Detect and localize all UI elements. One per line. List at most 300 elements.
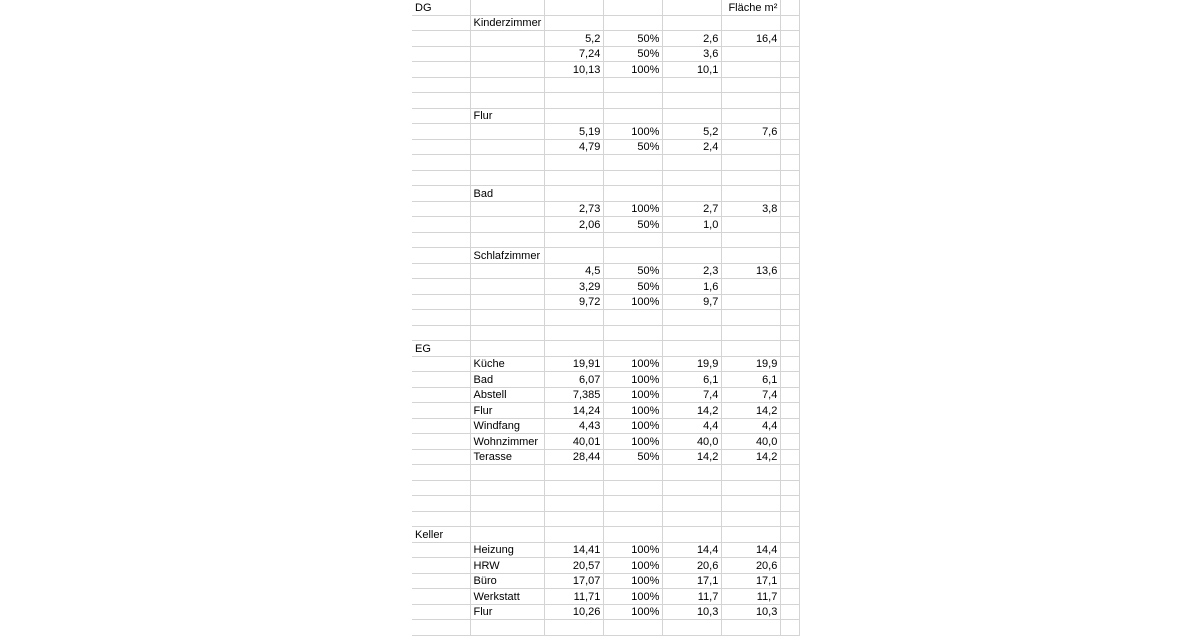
cell-empty[interactable] [545, 15, 604, 31]
cell-empty[interactable] [412, 294, 470, 310]
cell-value[interactable]: 7,24 [545, 46, 604, 62]
cell-empty[interactable] [663, 155, 722, 171]
cell-empty[interactable] [781, 248, 800, 264]
cell-empty[interactable] [604, 527, 663, 543]
cell-value[interactable]: 10,3 [722, 604, 781, 620]
spreadsheet-area[interactable] [412, 0, 800, 636]
cell-empty[interactable] [722, 248, 781, 264]
cell-empty[interactable] [781, 0, 800, 15]
cell-empty[interactable] [604, 480, 663, 496]
cell-empty[interactable] [412, 279, 470, 295]
cell-empty[interactable] [781, 387, 800, 403]
cell-value[interactable]: 10,3 [663, 604, 722, 620]
cell-value[interactable]: 4,4 [722, 418, 781, 434]
cell-empty[interactable] [412, 496, 470, 512]
table-row[interactable] [412, 186, 800, 202]
cell-value[interactable]: Flur [470, 604, 545, 620]
cell-value[interactable]: Fläche m² [722, 0, 781, 15]
cell-value[interactable]: 9,7 [663, 294, 722, 310]
table-row[interactable] [412, 387, 800, 403]
cell-empty[interactable] [781, 542, 800, 558]
cell-empty[interactable] [722, 77, 781, 93]
table-row[interactable] [412, 434, 800, 450]
cell-empty[interactable] [663, 248, 722, 264]
cell-empty[interactable] [722, 108, 781, 124]
cell-empty[interactable] [781, 403, 800, 419]
cell-value[interactable]: 3,29 [545, 279, 604, 295]
cell-empty[interactable] [545, 93, 604, 109]
table-row[interactable] [412, 573, 800, 589]
cell-value[interactable]: 1,0 [663, 217, 722, 233]
table-row[interactable] [412, 124, 800, 140]
cell-value[interactable]: 100% [604, 434, 663, 450]
cell-empty[interactable] [470, 480, 545, 496]
cell-empty[interactable] [545, 341, 604, 357]
spreadsheet-grid[interactable] [412, 0, 800, 636]
cell-empty[interactable] [470, 294, 545, 310]
cell-value[interactable]: 14,41 [545, 542, 604, 558]
cell-empty[interactable] [722, 310, 781, 326]
cell-value[interactable]: 20,6 [663, 558, 722, 574]
table-row[interactable] [412, 263, 800, 279]
cell-empty[interactable] [722, 620, 781, 636]
table-row[interactable] [412, 403, 800, 419]
cell-empty[interactable] [470, 620, 545, 636]
cell-empty[interactable] [412, 93, 470, 109]
cell-empty[interactable] [663, 480, 722, 496]
cell-value[interactable]: 14,2 [722, 449, 781, 465]
cell-value[interactable]: Abstell [470, 387, 545, 403]
cell-empty[interactable] [781, 15, 800, 31]
cell-empty[interactable] [604, 310, 663, 326]
cell-empty[interactable] [470, 310, 545, 326]
cell-empty[interactable] [722, 217, 781, 233]
cell-empty[interactable] [604, 170, 663, 186]
cell-empty[interactable] [412, 604, 470, 620]
cell-empty[interactable] [604, 155, 663, 171]
cell-empty[interactable] [412, 310, 470, 326]
cell-empty[interactable] [781, 77, 800, 93]
spreadsheet-body[interactable] [412, 0, 800, 635]
cell-empty[interactable] [412, 434, 470, 450]
cell-empty[interactable] [722, 139, 781, 155]
table-row[interactable] [412, 0, 800, 15]
cell-value[interactable]: 17,1 [663, 573, 722, 589]
cell-value[interactable]: Büro [470, 573, 545, 589]
cell-value[interactable]: Bad [470, 186, 545, 202]
cell-empty[interactable] [412, 465, 470, 481]
cell-empty[interactable] [470, 232, 545, 248]
cell-empty[interactable] [663, 0, 722, 15]
cell-value[interactable]: 6,1 [663, 372, 722, 388]
cell-empty[interactable] [412, 387, 470, 403]
cell-value[interactable]: HRW [470, 558, 545, 574]
cell-empty[interactable] [663, 310, 722, 326]
cell-empty[interactable] [412, 201, 470, 217]
cell-value[interactable]: 11,7 [722, 589, 781, 605]
cell-empty[interactable] [412, 403, 470, 419]
cell-empty[interactable] [604, 93, 663, 109]
cell-empty[interactable] [781, 170, 800, 186]
table-row[interactable] [412, 31, 800, 47]
table-row[interactable] [412, 248, 800, 264]
cell-empty[interactable] [412, 511, 470, 527]
table-row[interactable] [412, 325, 800, 341]
cell-value[interactable]: 40,0 [722, 434, 781, 450]
cell-empty[interactable] [781, 480, 800, 496]
cell-value[interactable]: 7,385 [545, 387, 604, 403]
cell-value[interactable]: 3,8 [722, 201, 781, 217]
table-row[interactable] [412, 589, 800, 605]
cell-empty[interactable] [470, 341, 545, 357]
cell-empty[interactable] [470, 511, 545, 527]
cell-empty[interactable] [412, 124, 470, 140]
cell-empty[interactable] [470, 263, 545, 279]
cell-value[interactable]: DG [412, 0, 470, 15]
cell-empty[interactable] [781, 527, 800, 543]
cell-value[interactable]: 100% [604, 294, 663, 310]
cell-empty[interactable] [412, 573, 470, 589]
cell-empty[interactable] [781, 124, 800, 140]
cell-empty[interactable] [722, 341, 781, 357]
cell-empty[interactable] [781, 186, 800, 202]
cell-empty[interactable] [663, 465, 722, 481]
cell-value[interactable]: 28,44 [545, 449, 604, 465]
cell-value[interactable]: 4,43 [545, 418, 604, 434]
table-row[interactable] [412, 511, 800, 527]
cell-empty[interactable] [781, 573, 800, 589]
cell-empty[interactable] [781, 93, 800, 109]
cell-empty[interactable] [412, 62, 470, 78]
cell-empty[interactable] [470, 93, 545, 109]
cell-empty[interactable] [722, 325, 781, 341]
cell-value[interactable]: 10,1 [663, 62, 722, 78]
cell-value[interactable]: 2,06 [545, 217, 604, 233]
cell-empty[interactable] [722, 279, 781, 295]
cell-empty[interactable] [412, 263, 470, 279]
cell-empty[interactable] [545, 155, 604, 171]
cell-value[interactable]: 14,2 [663, 403, 722, 419]
table-row[interactable] [412, 465, 800, 481]
cell-value[interactable]: 50% [604, 263, 663, 279]
cell-value[interactable]: 5,2 [545, 31, 604, 47]
cell-empty[interactable] [412, 558, 470, 574]
table-row[interactable] [412, 170, 800, 186]
cell-value[interactable]: 100% [604, 573, 663, 589]
cell-value[interactable]: 100% [604, 62, 663, 78]
cell-empty[interactable] [663, 77, 722, 93]
cell-empty[interactable] [545, 480, 604, 496]
cell-value[interactable]: 4,79 [545, 139, 604, 155]
cell-empty[interactable] [470, 155, 545, 171]
cell-value[interactable]: 14,2 [722, 403, 781, 419]
cell-empty[interactable] [412, 589, 470, 605]
cell-empty[interactable] [412, 46, 470, 62]
cell-value[interactable]: 2,3 [663, 263, 722, 279]
cell-empty[interactable] [604, 186, 663, 202]
cell-empty[interactable] [604, 620, 663, 636]
cell-empty[interactable] [545, 325, 604, 341]
table-row[interactable] [412, 93, 800, 109]
cell-empty[interactable] [545, 465, 604, 481]
cell-empty[interactable] [412, 15, 470, 31]
cell-empty[interactable] [663, 15, 722, 31]
cell-empty[interactable] [604, 248, 663, 264]
cell-value[interactable]: 19,91 [545, 356, 604, 372]
cell-empty[interactable] [722, 511, 781, 527]
cell-empty[interactable] [722, 170, 781, 186]
table-row[interactable] [412, 310, 800, 326]
cell-value[interactable]: 3,6 [663, 46, 722, 62]
cell-empty[interactable] [412, 77, 470, 93]
cell-empty[interactable] [781, 279, 800, 295]
cell-value[interactable]: 5,2 [663, 124, 722, 140]
cell-empty[interactable] [663, 511, 722, 527]
cell-value[interactable]: 19,9 [663, 356, 722, 372]
cell-value[interactable]: 50% [604, 217, 663, 233]
cell-empty[interactable] [412, 449, 470, 465]
cell-empty[interactable] [781, 434, 800, 450]
cell-empty[interactable] [412, 248, 470, 264]
cell-value[interactable]: 40,01 [545, 434, 604, 450]
cell-value[interactable]: 100% [604, 403, 663, 419]
table-row[interactable] [412, 341, 800, 357]
cell-empty[interactable] [781, 511, 800, 527]
cell-value[interactable]: Bad [470, 372, 545, 388]
cell-empty[interactable] [663, 620, 722, 636]
cell-value[interactable]: 17,1 [722, 573, 781, 589]
cell-empty[interactable] [663, 186, 722, 202]
cell-empty[interactable] [781, 263, 800, 279]
cell-empty[interactable] [781, 310, 800, 326]
cell-empty[interactable] [470, 279, 545, 295]
table-row[interactable] [412, 46, 800, 62]
cell-empty[interactable] [722, 480, 781, 496]
cell-value[interactable]: 50% [604, 279, 663, 295]
cell-empty[interactable] [781, 620, 800, 636]
cell-value[interactable]: EG [412, 341, 470, 357]
cell-value[interactable]: 4,5 [545, 263, 604, 279]
table-row[interactable] [412, 558, 800, 574]
table-row[interactable] [412, 480, 800, 496]
cell-empty[interactable] [722, 46, 781, 62]
cell-empty[interactable] [781, 465, 800, 481]
cell-value[interactable]: 14,4 [722, 542, 781, 558]
cell-value[interactable]: 40,0 [663, 434, 722, 450]
cell-empty[interactable] [781, 325, 800, 341]
cell-empty[interactable] [781, 108, 800, 124]
cell-empty[interactable] [545, 511, 604, 527]
cell-value[interactable]: 7,4 [663, 387, 722, 403]
cell-value[interactable]: Terasse [470, 449, 545, 465]
cell-empty[interactable] [545, 496, 604, 512]
cell-empty[interactable] [781, 589, 800, 605]
cell-empty[interactable] [781, 356, 800, 372]
cell-empty[interactable] [470, 31, 545, 47]
cell-empty[interactable] [604, 496, 663, 512]
cell-value[interactable]: 100% [604, 124, 663, 140]
cell-empty[interactable] [412, 155, 470, 171]
cell-empty[interactable] [412, 356, 470, 372]
cell-empty[interactable] [722, 232, 781, 248]
cell-value[interactable]: 20,6 [722, 558, 781, 574]
cell-empty[interactable] [604, 511, 663, 527]
table-row[interactable] [412, 155, 800, 171]
cell-empty[interactable] [470, 0, 545, 15]
cell-empty[interactable] [722, 155, 781, 171]
cell-empty[interactable] [412, 217, 470, 233]
cell-empty[interactable] [722, 186, 781, 202]
table-row[interactable] [412, 620, 800, 636]
cell-empty[interactable] [545, 527, 604, 543]
cell-value[interactable]: 19,9 [722, 356, 781, 372]
cell-value[interactable]: 7,6 [722, 124, 781, 140]
cell-empty[interactable] [412, 186, 470, 202]
table-row[interactable] [412, 201, 800, 217]
cell-empty[interactable] [781, 46, 800, 62]
cell-value[interactable]: 7,4 [722, 387, 781, 403]
cell-empty[interactable] [470, 62, 545, 78]
cell-value[interactable]: 2,6 [663, 31, 722, 47]
cell-empty[interactable] [470, 496, 545, 512]
cell-empty[interactable] [604, 15, 663, 31]
table-row[interactable] [412, 108, 800, 124]
cell-value[interactable]: 13,6 [722, 263, 781, 279]
cell-value[interactable]: Heizung [470, 542, 545, 558]
cell-empty[interactable] [781, 294, 800, 310]
cell-value[interactable]: 50% [604, 46, 663, 62]
cell-empty[interactable] [781, 341, 800, 357]
cell-empty[interactable] [545, 248, 604, 264]
table-row[interactable] [412, 418, 800, 434]
cell-empty[interactable] [412, 542, 470, 558]
cell-empty[interactable] [412, 325, 470, 341]
cell-empty[interactable] [663, 93, 722, 109]
cell-value[interactable]: 10,26 [545, 604, 604, 620]
cell-empty[interactable] [545, 170, 604, 186]
cell-empty[interactable] [781, 201, 800, 217]
cell-empty[interactable] [722, 496, 781, 512]
cell-empty[interactable] [470, 201, 545, 217]
table-row[interactable] [412, 449, 800, 465]
cell-empty[interactable] [545, 0, 604, 15]
cell-value[interactable]: 2,7 [663, 201, 722, 217]
cell-empty[interactable] [470, 527, 545, 543]
cell-value[interactable]: Flur [470, 108, 545, 124]
cell-empty[interactable] [604, 232, 663, 248]
table-row[interactable] [412, 232, 800, 248]
table-row[interactable] [412, 62, 800, 78]
cell-empty[interactable] [545, 310, 604, 326]
cell-value[interactable]: 100% [604, 558, 663, 574]
cell-empty[interactable] [663, 496, 722, 512]
cell-empty[interactable] [604, 465, 663, 481]
cell-empty[interactable] [545, 77, 604, 93]
table-row[interactable] [412, 294, 800, 310]
cell-empty[interactable] [781, 62, 800, 78]
cell-empty[interactable] [781, 496, 800, 512]
cell-value[interactable]: Schlafzimmer [470, 248, 545, 264]
cell-value[interactable]: 14,2 [663, 449, 722, 465]
cell-empty[interactable] [781, 449, 800, 465]
cell-empty[interactable] [412, 170, 470, 186]
cell-value[interactable]: 17,07 [545, 573, 604, 589]
cell-empty[interactable] [470, 217, 545, 233]
cell-value[interactable]: Windfang [470, 418, 545, 434]
cell-empty[interactable] [663, 341, 722, 357]
cell-empty[interactable] [470, 124, 545, 140]
table-row[interactable] [412, 356, 800, 372]
cell-value[interactable]: Werkstatt [470, 589, 545, 605]
cell-empty[interactable] [412, 232, 470, 248]
cell-value[interactable]: 11,7 [663, 589, 722, 605]
table-row[interactable] [412, 496, 800, 512]
cell-value[interactable]: 100% [604, 542, 663, 558]
cell-empty[interactable] [412, 139, 470, 155]
cell-value[interactable]: 4,4 [663, 418, 722, 434]
table-row[interactable] [412, 217, 800, 233]
cell-empty[interactable] [781, 418, 800, 434]
cell-empty[interactable] [781, 372, 800, 388]
cell-empty[interactable] [722, 93, 781, 109]
cell-value[interactable]: Keller [412, 527, 470, 543]
cell-empty[interactable] [722, 15, 781, 31]
cell-value[interactable]: 100% [604, 201, 663, 217]
cell-value[interactable]: 100% [604, 418, 663, 434]
cell-value[interactable]: 2,73 [545, 201, 604, 217]
cell-empty[interactable] [722, 527, 781, 543]
cell-empty[interactable] [604, 341, 663, 357]
table-row[interactable] [412, 527, 800, 543]
cell-value[interactable]: 50% [604, 449, 663, 465]
cell-value[interactable]: 5,19 [545, 124, 604, 140]
cell-empty[interactable] [412, 620, 470, 636]
cell-empty[interactable] [781, 31, 800, 47]
cell-empty[interactable] [545, 108, 604, 124]
cell-value[interactable]: 20,57 [545, 558, 604, 574]
cell-empty[interactable] [663, 170, 722, 186]
cell-value[interactable]: 100% [604, 604, 663, 620]
table-row[interactable] [412, 279, 800, 295]
cell-value[interactable]: 6,07 [545, 372, 604, 388]
cell-empty[interactable] [470, 325, 545, 341]
cell-empty[interactable] [781, 232, 800, 248]
cell-value[interactable]: 50% [604, 31, 663, 47]
cell-empty[interactable] [604, 108, 663, 124]
table-row[interactable] [412, 15, 800, 31]
cell-empty[interactable] [722, 465, 781, 481]
table-row[interactable] [412, 372, 800, 388]
cell-empty[interactable] [722, 62, 781, 78]
cell-empty[interactable] [781, 139, 800, 155]
cell-empty[interactable] [781, 217, 800, 233]
cell-empty[interactable] [781, 604, 800, 620]
cell-value[interactable]: 100% [604, 387, 663, 403]
cell-empty[interactable] [470, 77, 545, 93]
cell-value[interactable]: 14,4 [663, 542, 722, 558]
cell-empty[interactable] [604, 77, 663, 93]
cell-empty[interactable] [781, 155, 800, 171]
cell-value[interactable]: 100% [604, 356, 663, 372]
cell-empty[interactable] [545, 186, 604, 202]
cell-value[interactable]: 2,4 [663, 139, 722, 155]
cell-empty[interactable] [470, 46, 545, 62]
cell-value[interactable]: 11,71 [545, 589, 604, 605]
cell-empty[interactable] [470, 170, 545, 186]
cell-empty[interactable] [412, 418, 470, 434]
cell-empty[interactable] [663, 232, 722, 248]
cell-empty[interactable] [663, 108, 722, 124]
